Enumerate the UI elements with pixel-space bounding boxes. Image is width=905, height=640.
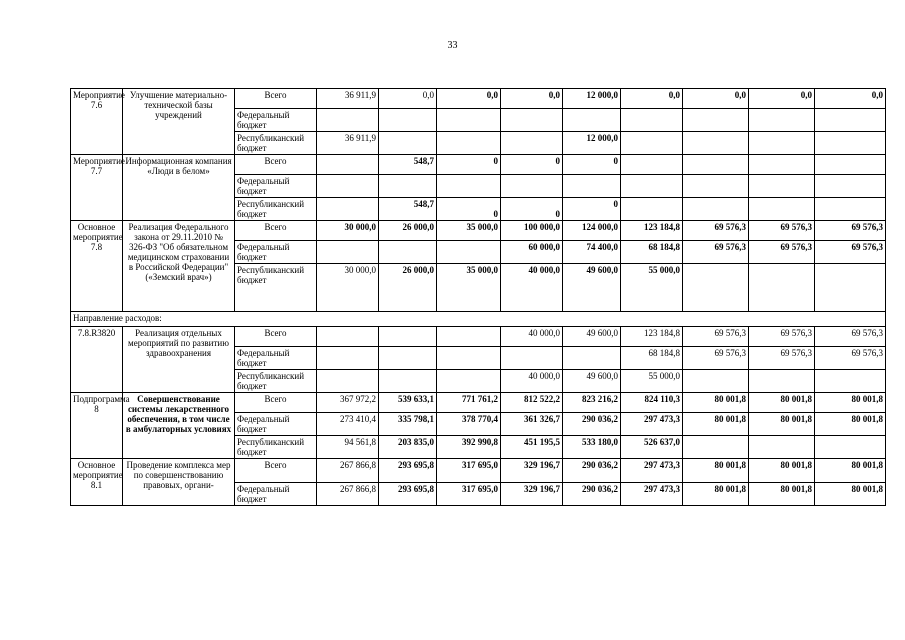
value-cell: 0 xyxy=(501,198,563,221)
value-cell: 69 576,3 xyxy=(815,347,886,370)
value-cell: 49 600,0 xyxy=(563,370,621,393)
value-cell: 526 637,0 xyxy=(621,436,683,459)
value-cell xyxy=(563,109,621,132)
value-cell: 267 866,8 xyxy=(317,459,379,483)
value-cell: 55 000,0 xyxy=(621,264,683,312)
value-cell xyxy=(621,109,683,132)
funding-source: Всего xyxy=(235,89,317,109)
value-cell: 0,0 xyxy=(437,89,501,109)
value-cell: 290 036,2 xyxy=(563,483,621,506)
value-cell: 68 184,8 xyxy=(621,241,683,264)
value-cell xyxy=(379,132,437,155)
value-cell: 297 473,3 xyxy=(621,459,683,483)
value-cell xyxy=(379,347,437,370)
table-row xyxy=(71,89,886,109)
value-cell: 293 695,8 xyxy=(379,459,437,483)
funding-source: Республиканский бюджет xyxy=(235,370,317,393)
funding-source: Всего xyxy=(235,459,317,483)
value-cell: 68 184,8 xyxy=(621,347,683,370)
entry-name: Улучшение материально-технической базы учреждений xyxy=(123,89,235,155)
value-cell xyxy=(317,347,379,370)
value-cell xyxy=(379,175,437,198)
funding-source: Республиканский бюджет xyxy=(235,132,317,155)
value-cell xyxy=(437,132,501,155)
funding-source: Республиканский бюджет xyxy=(235,264,317,312)
value-cell: 69 576,3 xyxy=(749,347,815,370)
value-cell: 273 410,4 xyxy=(317,413,379,436)
value-cell: 0,0 xyxy=(501,89,563,109)
value-cell xyxy=(815,109,886,132)
value-cell: 69 576,3 xyxy=(815,221,886,241)
value-cell: 36 911,9 xyxy=(317,89,379,109)
value-cell: 30 000,0 xyxy=(317,264,379,312)
value-cell: 124 000,0 xyxy=(563,221,621,241)
value-cell: 0 xyxy=(501,155,563,175)
value-cell xyxy=(683,175,749,198)
value-cell: 94 561,8 xyxy=(317,436,379,459)
value-cell: 0,0 xyxy=(621,89,683,109)
value-cell: 49 600,0 xyxy=(563,327,621,347)
funding-source: Федеральный бюджет xyxy=(235,483,317,506)
value-cell: 40 000,0 xyxy=(501,327,563,347)
value-cell: 0,0 xyxy=(815,89,886,109)
value-cell: 26 000,0 xyxy=(379,221,437,241)
value-cell: 548,7 xyxy=(379,155,437,175)
value-cell: 69 576,3 xyxy=(815,241,886,264)
value-cell xyxy=(815,155,886,175)
entry-code: 7.8.R3820 xyxy=(71,327,123,393)
value-cell xyxy=(815,370,886,393)
value-cell: 55 000,0 xyxy=(621,370,683,393)
value-cell: 0,0 xyxy=(683,89,749,109)
entry-name: Информационная компания «Люди в белом» xyxy=(123,155,235,221)
value-cell: 74 400,0 xyxy=(563,241,621,264)
value-cell xyxy=(379,327,437,347)
value-cell: 771 761,2 xyxy=(437,393,501,413)
value-cell xyxy=(563,347,621,370)
value-cell xyxy=(749,109,815,132)
value-cell: 824 110,3 xyxy=(621,393,683,413)
value-cell: 40 000,0 xyxy=(501,264,563,312)
value-cell: 80 001,8 xyxy=(815,483,886,506)
value-cell: 823 216,2 xyxy=(563,393,621,413)
value-cell xyxy=(815,198,886,221)
value-cell: 392 990,8 xyxy=(437,436,501,459)
value-cell xyxy=(437,347,501,370)
value-cell: 60 000,0 xyxy=(501,241,563,264)
value-cell xyxy=(749,370,815,393)
value-cell xyxy=(317,155,379,175)
value-cell: 812 522,2 xyxy=(501,393,563,413)
value-cell: 80 001,8 xyxy=(815,393,886,413)
value-cell: 80 001,8 xyxy=(683,393,749,413)
value-cell xyxy=(317,109,379,132)
value-cell xyxy=(317,327,379,347)
value-cell xyxy=(815,436,886,459)
funding-source: Всего xyxy=(235,327,317,347)
value-cell: 69 576,3 xyxy=(815,327,886,347)
value-cell xyxy=(437,109,501,132)
value-cell: 80 001,8 xyxy=(749,483,815,506)
value-cell: 69 576,3 xyxy=(749,221,815,241)
funding-source: Федеральный бюджет xyxy=(235,413,317,436)
value-cell xyxy=(437,327,501,347)
value-cell: 297 473,3 xyxy=(621,483,683,506)
value-cell: 100 000,0 xyxy=(501,221,563,241)
value-cell xyxy=(501,347,563,370)
value-cell xyxy=(683,436,749,459)
value-cell: 539 633,1 xyxy=(379,393,437,413)
value-cell xyxy=(683,155,749,175)
value-cell: 69 576,3 xyxy=(749,327,815,347)
value-cell: 80 001,8 xyxy=(815,459,886,483)
value-cell xyxy=(749,175,815,198)
value-cell xyxy=(683,370,749,393)
value-cell xyxy=(501,175,563,198)
value-cell: 80 001,8 xyxy=(815,413,886,436)
value-cell: 35 000,0 xyxy=(437,221,501,241)
value-cell: 26 000,0 xyxy=(379,264,437,312)
value-cell: 69 576,3 xyxy=(749,241,815,264)
funding-source: Федеральный бюджет xyxy=(235,175,317,198)
value-cell: 290 036,2 xyxy=(563,413,621,436)
funding-source: Всего xyxy=(235,155,317,175)
value-cell: 80 001,8 xyxy=(683,483,749,506)
value-cell: 69 576,3 xyxy=(683,241,749,264)
value-cell: 80 001,8 xyxy=(683,459,749,483)
entry-code: Мероприятие 7.7 xyxy=(71,155,123,221)
value-cell xyxy=(501,109,563,132)
value-cell xyxy=(683,132,749,155)
value-cell xyxy=(749,132,815,155)
value-cell: 335 798,1 xyxy=(379,413,437,436)
entry-code: Основное мероприятие 8.1 xyxy=(71,459,123,506)
table-row xyxy=(71,393,886,413)
value-cell xyxy=(815,132,886,155)
value-cell: 317 695,0 xyxy=(437,459,501,483)
value-cell: 329 196,7 xyxy=(501,459,563,483)
value-cell: 69 576,3 xyxy=(683,221,749,241)
value-cell xyxy=(317,241,379,264)
value-cell xyxy=(437,175,501,198)
funding-source: Всего xyxy=(235,221,317,241)
value-cell xyxy=(317,370,379,393)
value-cell: 0 xyxy=(563,198,621,221)
value-cell xyxy=(437,370,501,393)
funding-source: Республиканский бюджет xyxy=(235,198,317,221)
value-cell: 40 000,0 xyxy=(501,370,563,393)
value-cell xyxy=(683,198,749,221)
funding-source: Федеральный бюджет xyxy=(235,241,317,264)
value-cell: 451 195,5 xyxy=(501,436,563,459)
value-cell: 203 835,0 xyxy=(379,436,437,459)
value-cell: 0,0 xyxy=(379,89,437,109)
value-cell xyxy=(621,175,683,198)
value-cell xyxy=(683,264,749,312)
value-cell: 123 184,8 xyxy=(621,221,683,241)
value-cell: 80 001,8 xyxy=(749,413,815,436)
value-cell: 0,0 xyxy=(749,89,815,109)
value-cell: 317 695,0 xyxy=(437,483,501,506)
entry-name: Реализация Федерального закона от 29.11.2010 № 326-ФЗ "Об обязательном медицинском страховании в Российской Федерации" («Земский врач») xyxy=(123,221,235,312)
table-row xyxy=(71,459,886,483)
value-cell xyxy=(749,155,815,175)
value-cell: 267 866,8 xyxy=(317,483,379,506)
direction-label: Направление расходов: xyxy=(71,312,886,327)
funding-source: Федеральный бюджет xyxy=(235,347,317,370)
value-cell xyxy=(379,241,437,264)
value-cell xyxy=(749,198,815,221)
value-cell: 533 180,0 xyxy=(563,436,621,459)
entry-code: Мероприятие 7.6 xyxy=(71,89,123,155)
value-cell xyxy=(749,436,815,459)
value-cell xyxy=(749,264,815,312)
value-cell: 69 576,3 xyxy=(683,347,749,370)
page-number: 33 xyxy=(447,40,458,51)
funding-source: Всего xyxy=(235,393,317,413)
value-cell: 548,7 xyxy=(379,198,437,221)
entry-code: Основное мероприятие 7.8 xyxy=(71,221,123,312)
table-row xyxy=(71,327,886,347)
value-cell: 49 600,0 xyxy=(563,264,621,312)
value-cell: 12 000,0 xyxy=(563,132,621,155)
value-cell xyxy=(437,241,501,264)
value-cell xyxy=(501,132,563,155)
value-cell xyxy=(683,109,749,132)
value-cell: 293 695,8 xyxy=(379,483,437,506)
entry-name: Совершенствование системы лекарственного обеспечения, в том числе в амбулаторных условиях xyxy=(123,393,235,459)
value-cell: 329 196,7 xyxy=(501,483,563,506)
value-cell: 0 xyxy=(437,198,501,221)
value-cell xyxy=(621,198,683,221)
value-cell: 123 184,8 xyxy=(621,327,683,347)
entry-name: Проведение комплекса мер по совершенствованию правовых, органи- xyxy=(123,459,235,506)
value-cell: 80 001,8 xyxy=(749,459,815,483)
entry-name: Реализация отдельных мероприятий по развитию здравоохранения xyxy=(123,327,235,393)
value-cell: 69 576,3 xyxy=(683,327,749,347)
value-cell: 80 001,8 xyxy=(683,413,749,436)
value-cell: 36 911,9 xyxy=(317,132,379,155)
value-cell: 30 000,0 xyxy=(317,221,379,241)
value-cell xyxy=(815,175,886,198)
table-row xyxy=(71,155,886,175)
value-cell: 0 xyxy=(563,155,621,175)
value-cell: 35 000,0 xyxy=(437,264,501,312)
value-cell xyxy=(379,109,437,132)
value-cell xyxy=(563,175,621,198)
value-cell xyxy=(815,264,886,312)
value-cell: 367 972,2 xyxy=(317,393,379,413)
value-cell: 12 000,0 xyxy=(563,89,621,109)
value-cell xyxy=(621,155,683,175)
value-cell xyxy=(379,370,437,393)
value-cell: 0 xyxy=(437,155,501,175)
funding-source: Республиканский бюджет xyxy=(235,436,317,459)
value-cell: 378 770,4 xyxy=(437,413,501,436)
value-cell xyxy=(317,175,379,198)
budget-table xyxy=(70,88,886,506)
funding-source: Федеральный бюджет xyxy=(235,109,317,132)
value-cell: 290 036,2 xyxy=(563,459,621,483)
table-row xyxy=(71,221,886,241)
value-cell: 80 001,8 xyxy=(749,393,815,413)
value-cell: 297 473,3 xyxy=(621,413,683,436)
value-cell: 361 326,7 xyxy=(501,413,563,436)
value-cell xyxy=(621,132,683,155)
entry-code: Подпрограмма 8 xyxy=(71,393,123,459)
value-cell xyxy=(317,198,379,221)
